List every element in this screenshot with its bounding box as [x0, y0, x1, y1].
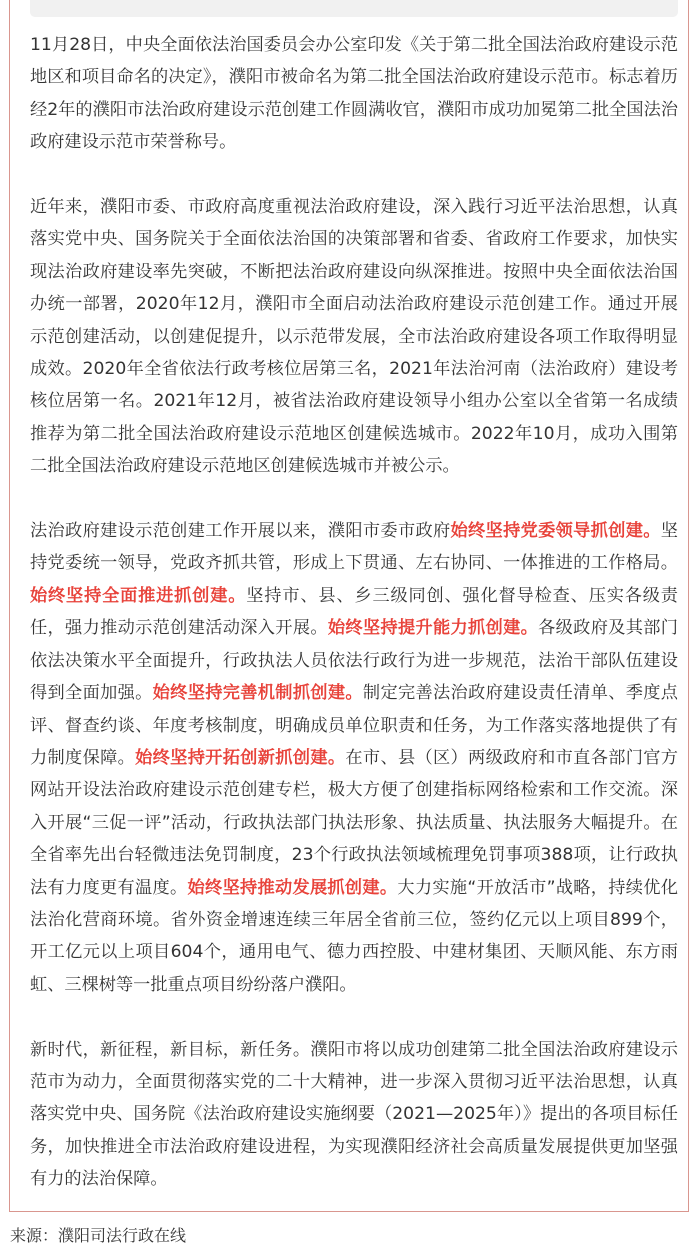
text-segment: 大力实施“开放活市”战略，持续优化法治化营商环境。省外资金增速连续三年居全省前三位，签约亿元以上项目899个，开工亿元以上项目604个，通用电气、德力西控股、中建材集团、天顺风能、东方雨虹、三棵树等一批重点项目纷纷落户濮阳。: [30, 877, 678, 995]
text-segment: 11月28日，中央全面依法治国委员会办公室印发《关于第二批全国法治政府建设示范地区和项目命名的决定》，濮阳市被命名为第二批全国法治政府建设示范市。标志着历经2年的濮阳市法治政府建设示范创建工作圆满收官，濮阳市成功加冕第二批全国法治政府建设示范市荣誉称号。: [30, 35, 678, 153]
highlight-segment: 始终坚持全面推进抓创建。: [30, 585, 247, 606]
source-attribution: 来源：濮阳司法行政在线: [10, 1226, 187, 1245]
highlight-segment: 始终坚持完善机制抓创建。: [152, 683, 363, 704]
text-segment: 坚持市、县、乡三级同创、强化督导检查、压实各级责任，强力推动示范创建活动深入开展。: [30, 585, 678, 639]
paragraph-4: [30, 1034, 678, 1196]
article-body: [30, 29, 678, 1196]
highlight-segment: 始终坚持推动发展抓创建。: [187, 877, 398, 898]
text-segment: 各级政府及其部门依法决策水平全面提升，行政执法人员依法行政行为进一步规范，法治干部队伍建设得到全面加强。: [30, 618, 678, 704]
paragraph-3: [30, 515, 678, 1001]
text-segment: 近年来，濮阳市委、市政府高度重视法治政府建设，深入践行习近平法治思想，认真落实党中央、国务院关于全面依法治国的决策部署和省委、省政府工作要求，加快实现法治政府建设率先突破，不断把法治政府建设向纵深推进。按照中央全面依法治国办统一部署，2020年12月，濮阳市全面启动法治政府建设示范创建工作。通过开展示范创建活动，以创建促提升，以示范带发展，全市法治政府建设各项工作取得明显成效。2020年全省依法行政考核位居第三名，2021年法治河南（法治政府）建设考核位居第一名。2021年12月，被省法治政府建设领导小组办公室以全省第一名成绩推荐为第二批全国法治政府建设示范地区创建候选城市。2022年10月，成功入围第二批全国法治政府建设示范地区创建候选城市并被公示。: [30, 197, 678, 477]
text-segment: 制定完善法治政府建设责任清单、季度点评、督查约谈、年度考核制度，明确成员单位职责和任务，为工作落实落地提供了有力制度保障。: [30, 683, 678, 768]
highlight-segment: 始终坚持党委领导抓创建。: [450, 521, 661, 542]
text-segment: 坚持党委统一领导，党政齐抓共管，形成上下贯通、左右协同、一体推进的工作格局。: [30, 521, 678, 574]
highlight-segment: 始终坚持开拓创新抓创建。: [135, 747, 346, 768]
paragraph-1: [30, 29, 678, 159]
text-segment: 新时代，新征程，新目标，新任务。濮阳市将以成功创建第二批全国法治政府建设示范市为动力，全面贯彻落实党的二十大精神，进一步深入贯彻习近平法治思想，认真落实党中央、国务院《法治政府建设实施纲要（2021—2025年）》提出的各项目标任务，加快推进全市法治政府建设进程，为实现濮阳经济社会高质量发展提供更加坚强有力的法治保障。: [30, 1039, 678, 1190]
text-segment: 在市、县（区）两级政府和市直各部门官方网站开设法治政府建设示范创建专栏，极大方便了创建指标网络检索和工作交流。深入开展“三促一评”活动，行政执法部门执法形象、执法质量、执法服务大幅提升。在全省率先出台轻微违法免罚制度，23个行政执法领域梳理免罚事项388项，让行政执法有力度更有温度。: [30, 747, 678, 898]
paragraph-2: [30, 191, 678, 483]
top-bar: [30, 0, 678, 17]
highlight-segment: 始终坚持提升能力抓创建。: [327, 618, 539, 639]
text-segment: 法治政府建设示范创建工作开展以来，濮阳市委市政府: [30, 521, 451, 542]
